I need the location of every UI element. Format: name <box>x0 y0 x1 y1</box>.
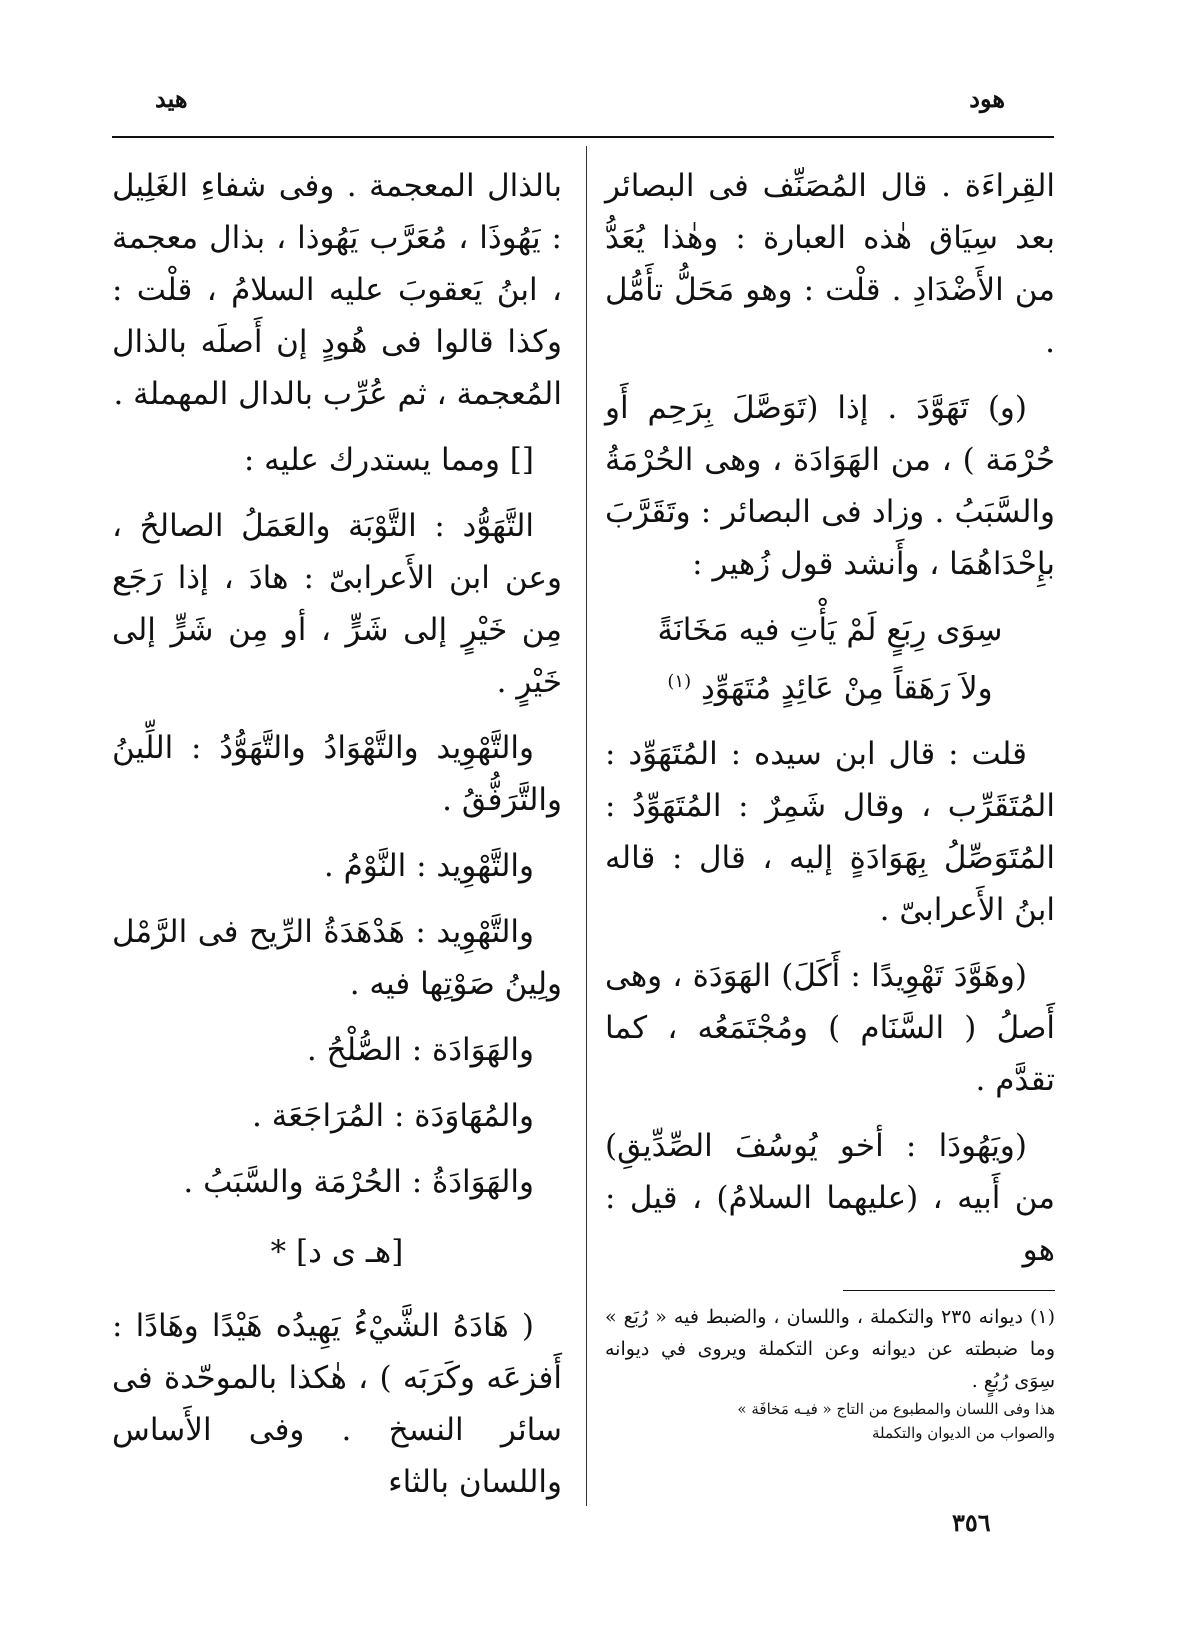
footnote: (١) ديوانه ٢٣٥ والتكملة ، واللسان ، والضبط فيه « رُبَع » وما ضبطته عن ديوانه وعن التكملة ويروى في ديوانه سِوَى رُبُعٍ . <box>605 1306 1055 1393</box>
paragraph: والمُهَاوَدَة : المُرَاجَعَة . <box>252 1098 534 1134</box>
paragraph: القِراءَة . قال المُصَنِّف فى البصائر بعد سِيَاق هٰذه العبارة : وهٰذا يُعَدُّ من الأَضْدَادِ . قلْت : وهو مَحَلُّ تأَمُّل . <box>605 168 1055 360</box>
paragraph: (وهَوَّدَ تَهْوِيدًا : أَكَلَ) الهَوَدَة ، وهى أَصلُ ( السَّنَام ) ومُجْتَمَعُه ، كما تقدَّم . <box>605 958 1055 1099</box>
paragraph: (ويَهُودَا : أخو يُوسُفَ الصِّدِّيقِ) من أَبيه ، (عليهما السلامُ) ، قيل : هو <box>605 1128 1055 1269</box>
paragraph: (و) تَهَوَّدَ . إذا (تَوَصَّلَ بِرَحِم أَو حُرْمَة ) ، من الهَوَادَة ، وهى الحُرْمَةُ والسَّبَبُ . وزاد فى البصائر : وتَقَرَّبَ بإِحْدَاهُمَا ، وأَنشد قول زُهير : <box>605 390 1055 582</box>
paragraph: والتَّهْوِيد : النَّوْمُ . <box>323 848 534 884</box>
paragraph: والهَوَادَةُ : الحُرْمَة والسَّبَبُ . <box>183 1164 534 1200</box>
entry-heading: [هـ ى د] * <box>270 1234 404 1270</box>
paragraph: والتَّهْوِيد والتَّهْوَادُ والتَّهَوُّدُ : اللِّينُ والتَّرَفُّقُ . <box>112 730 562 818</box>
footnote-marker: (١) <box>667 671 692 692</box>
paragraph: والهَوَادَة : الصُّلْحُ . <box>306 1032 534 1068</box>
header-rule <box>112 136 1054 138</box>
header-left-word: هيد <box>155 84 188 113</box>
left-column <box>112 160 562 1522</box>
paragraph: التَّهَوُّد : التَّوْبَة والعَمَلُ الصالحُ ، وعن ابن الأَعرابىّ : هادَ ، إذا رَجَع مِن خَيْرٍ إلى شَرٍّ ، أو مِن شَرٍّ إلى خَيْرٍ . <box>112 508 562 700</box>
paragraph: ( هَادَهُ الشَّيْءُ يَهِيدُه هَيْدًا وهَادًا : أَفزعَه وكَرَبَه ) ، هٰكذا بالموحّدة فى سائر النسخ . وفى الأَساس واللسان بالثاء <box>112 1308 562 1500</box>
footnote-small: والصواب من الديوان والتكملة <box>872 1424 1055 1443</box>
verse-line <box>605 656 1055 714</box>
column-divider <box>586 146 587 1506</box>
verse-text: ولاَ رَهَقاً مِنْ عَائِدٍ مُتَهَوِّدِ <box>700 670 993 707</box>
paragraph: والتَّهْوِيد : هَدْهَدَةُ الرِّيح فى الرَّمْل ولِينُ صَوْتِها فيه . <box>112 914 562 1002</box>
paragraph: قلت : قال ابن سيده : المُتَهَوِّد : المُتَقَرِّب ، وقال شَمِرٌ : المُتَهَوِّدُ : المُتَوَصِّلُ بِهَوَادَةٍ إليه ، قال : قاله ابنُ الأَعرابىّ . <box>605 736 1055 929</box>
paragraph: بالذال المعجمة . وفى شفاءِ الغَلِيل : يَهُوذَا ، مُعَرَّب يَهُوذا ، بذال معجمة ، ابنُ يَعقوبَ عليه السلامُ ، قلْت : وكذا قالوا فى هُودٍ إن أَصلَه بالذال المُعجمة ، ثم عُرِّب بالدال المهملة . <box>112 168 562 412</box>
right-column <box>605 160 1055 1445</box>
header-right-word: هود <box>969 84 1005 113</box>
footnote-rule <box>843 1290 1055 1291</box>
footnote-small: هذا وفى اللسان والمطبوع من التاج « فيـه مَخافَة » <box>737 1400 1055 1419</box>
verse-line: سِوَى رِبَعٍ لَمْ يَأْتِ فيه مَخَانَةً <box>657 612 1003 648</box>
paragraph: [] ومما يستدرك عليه : <box>243 442 534 478</box>
page-number: ٣٥٦ <box>952 1508 991 1537</box>
